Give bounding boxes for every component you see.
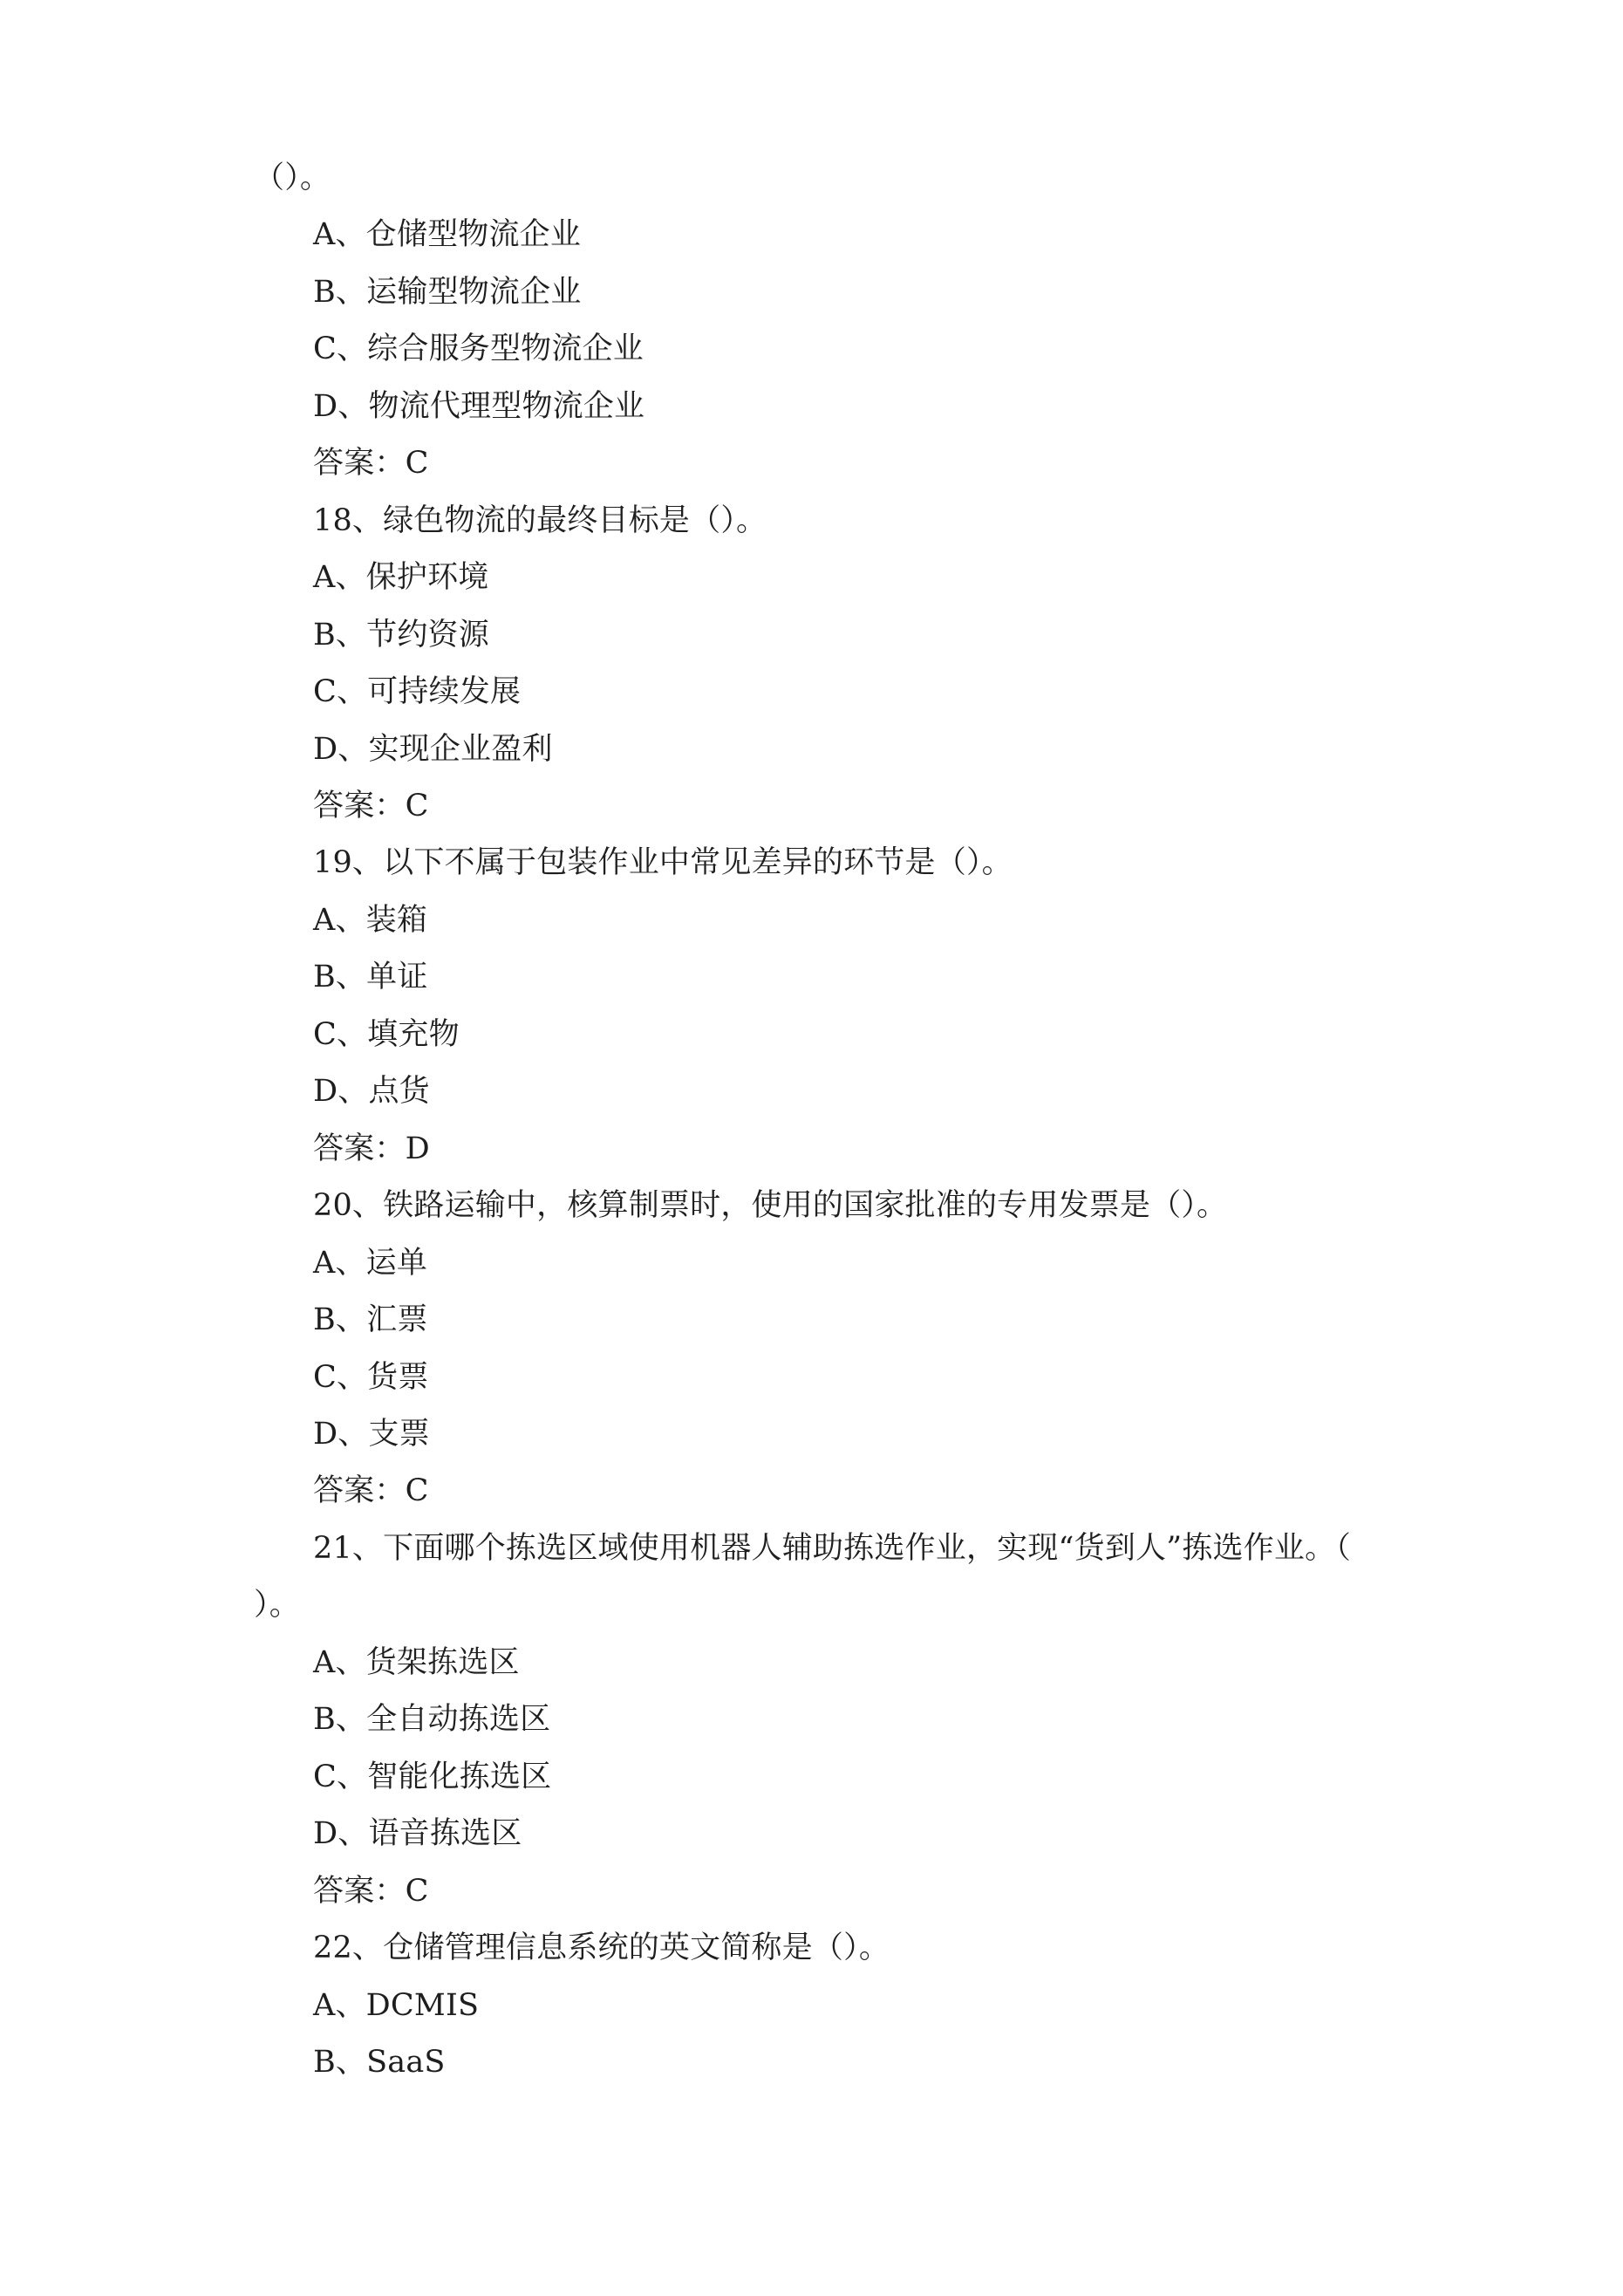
- option-d: D、点货: [313, 1074, 430, 1110]
- question-block: [254, 1520, 1422, 1920]
- option-a: A、DCMIS: [313, 1987, 480, 2023]
- option-c: C、填充物: [313, 1016, 460, 1052]
- question-stem-continuation: （）。: [254, 161, 331, 195]
- question-list: [254, 150, 1422, 2091]
- question-block: [254, 1178, 1422, 1520]
- option-a: A、货架拣选区: [313, 1644, 520, 1680]
- option-b: B、节约资源: [313, 617, 489, 653]
- option-d: D、实现企业盈利: [313, 731, 553, 767]
- answer-line: 答案：C: [313, 788, 429, 823]
- question-stem: 21、下面哪个拣选区域使用机器人辅助拣选作业，实现“货到人”拣选作业。（: [313, 1530, 1352, 1566]
- option-a: A、装箱: [313, 902, 428, 938]
- answer-line: 答案：C: [313, 1873, 429, 1909]
- option-c: C、可持续发展: [313, 674, 522, 710]
- option-d: D、物流代理型物流企业: [313, 388, 645, 424]
- question-stem: 22、仓储管理信息系统的英文简称是（）。: [313, 1930, 890, 1966]
- option-c: C、货票: [313, 1359, 429, 1395]
- option-a: A、仓储型物流企业: [313, 217, 582, 253]
- question-block: [254, 150, 1422, 493]
- question-block: [254, 493, 1422, 836]
- option-b: B、全自动拣选区: [313, 1702, 551, 1738]
- question-stem: 19、以下不属于包装作业中常见差异的环节是（）。: [313, 845, 1013, 881]
- option-d: D、支票: [313, 1416, 430, 1452]
- option-b: B、SaaS: [313, 2044, 446, 2080]
- question-block: [254, 835, 1422, 1178]
- option-b: B、单证: [313, 960, 428, 995]
- option-a: A、保护环境: [313, 560, 489, 596]
- option-a: A、运单: [313, 1245, 428, 1281]
- option-d: D、语音拣选区: [313, 1816, 522, 1852]
- question-stem: 18、绿色物流的最终目标是（）。: [313, 502, 767, 538]
- answer-line: 答案：C: [313, 446, 429, 482]
- option-c: C、智能化拣选区: [313, 1759, 552, 1794]
- answer-line: 答案：C: [313, 1473, 429, 1509]
- question-block: [254, 1920, 1422, 2091]
- option-b: B、运输型物流企业: [313, 274, 582, 310]
- option-b: B、汇票: [313, 1302, 428, 1338]
- option-c: C、综合服务型物流企业: [313, 331, 644, 367]
- question-stem-continuation: ）。: [254, 1588, 300, 1623]
- answer-line: 答案：D: [313, 1131, 430, 1166]
- question-stem: 20、铁路运输中，核算制票时，使用的国家批准的专用发票是（）。: [313, 1188, 1228, 1224]
